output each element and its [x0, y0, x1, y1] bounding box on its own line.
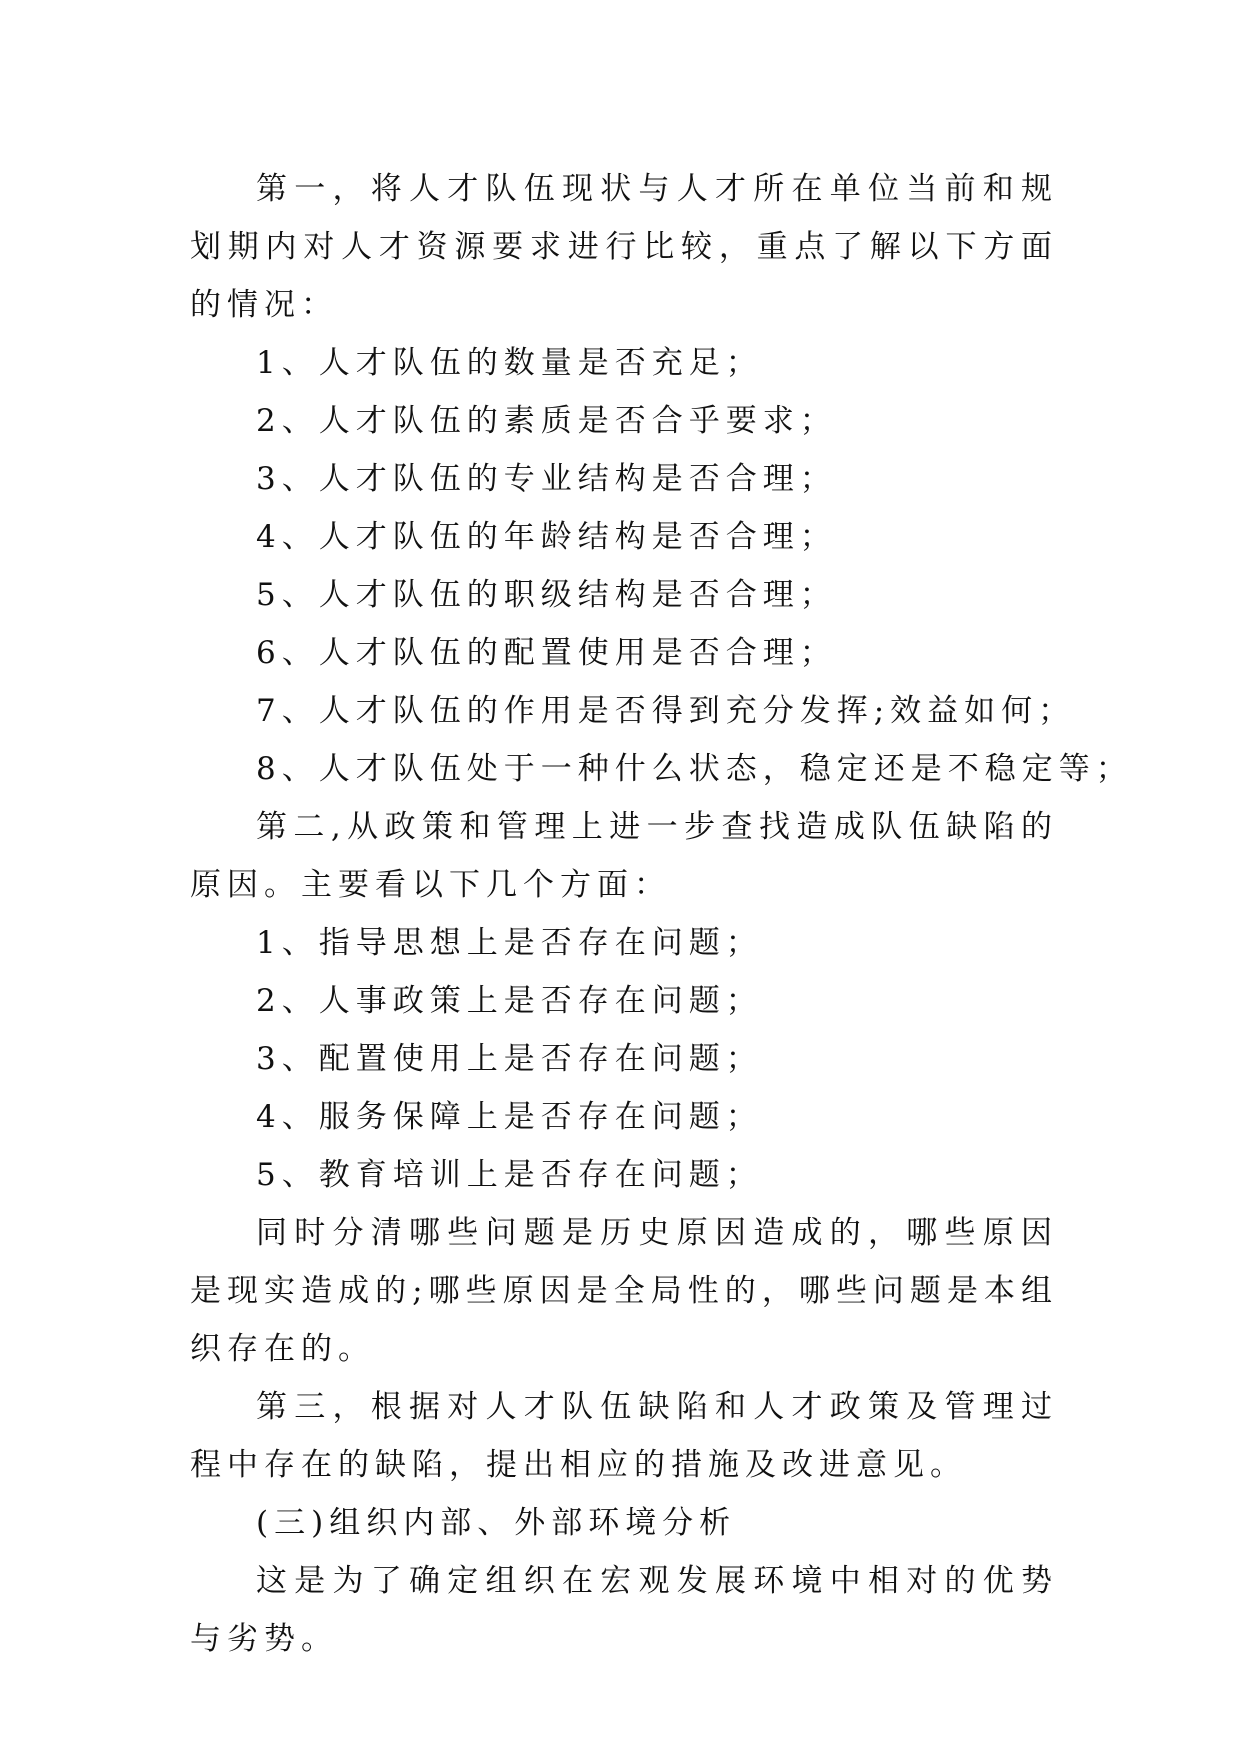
section2-item-1: 1、指导思想上是否存在问题； — [256, 925, 763, 961]
section1-item-8: 8、人才队伍处于一种什么状态，稳定还是不稳定等； — [256, 751, 1133, 787]
section1-item-1: 1、人才队伍的数量是否充足； — [256, 345, 763, 381]
section2-item-5: 5、教育培训上是否存在问题； — [256, 1157, 763, 1193]
section2-item-2: 2、人事政策上是否存在问题； — [256, 983, 763, 1019]
section2-note: 同时分清哪些问题是历史原因造成的，哪些原因是现实造成的;哪些原因是全局性的，哪些问题是本组织存在的。 — [190, 1215, 1058, 1367]
section1-item-2: 2、人才队伍的素质是否合乎要求； — [256, 403, 837, 439]
section1-item-7: 7、人才队伍的作用是否得到充分发挥;效益如何； — [256, 693, 1076, 729]
section1-item-6: 6、人才队伍的配置使用是否合理； — [256, 635, 837, 671]
section1-item-3: 3、人才队伍的专业结构是否合理； — [256, 461, 837, 497]
subsection-heading: (三)组织内部、外部环境分析 — [256, 1505, 737, 1541]
subsection-body: 这是为了确定组织在宏观发展环境中相对的优势与劣势。 — [190, 1563, 1058, 1657]
section2-item-3: 3、配置使用上是否存在问题； — [256, 1041, 763, 1077]
section2-item-4: 4、服务保障上是否存在问题； — [256, 1099, 763, 1135]
section1-item-5: 5、人才队伍的职级结构是否合理； — [256, 577, 837, 613]
section2-intro: 第二,从政策和管理上进一步查找造成队伍缺陷的原因。主要看以下几个方面： — [190, 809, 1058, 903]
section1-intro: 第一，将人才队伍现状与人才所在单位当前和规划期内对人才资源要求进行比较，重点了解以下方面的情况： — [190, 171, 1058, 323]
section1-item-4: 4、人才队伍的年龄结构是否合理； — [256, 519, 837, 555]
document-body — [190, 160, 1133, 1668]
section3-intro: 第三，根据对人才队伍缺陷和人才政策及管理过程中存在的缺陷，提出相应的措施及改进意见。 — [190, 1389, 1058, 1483]
